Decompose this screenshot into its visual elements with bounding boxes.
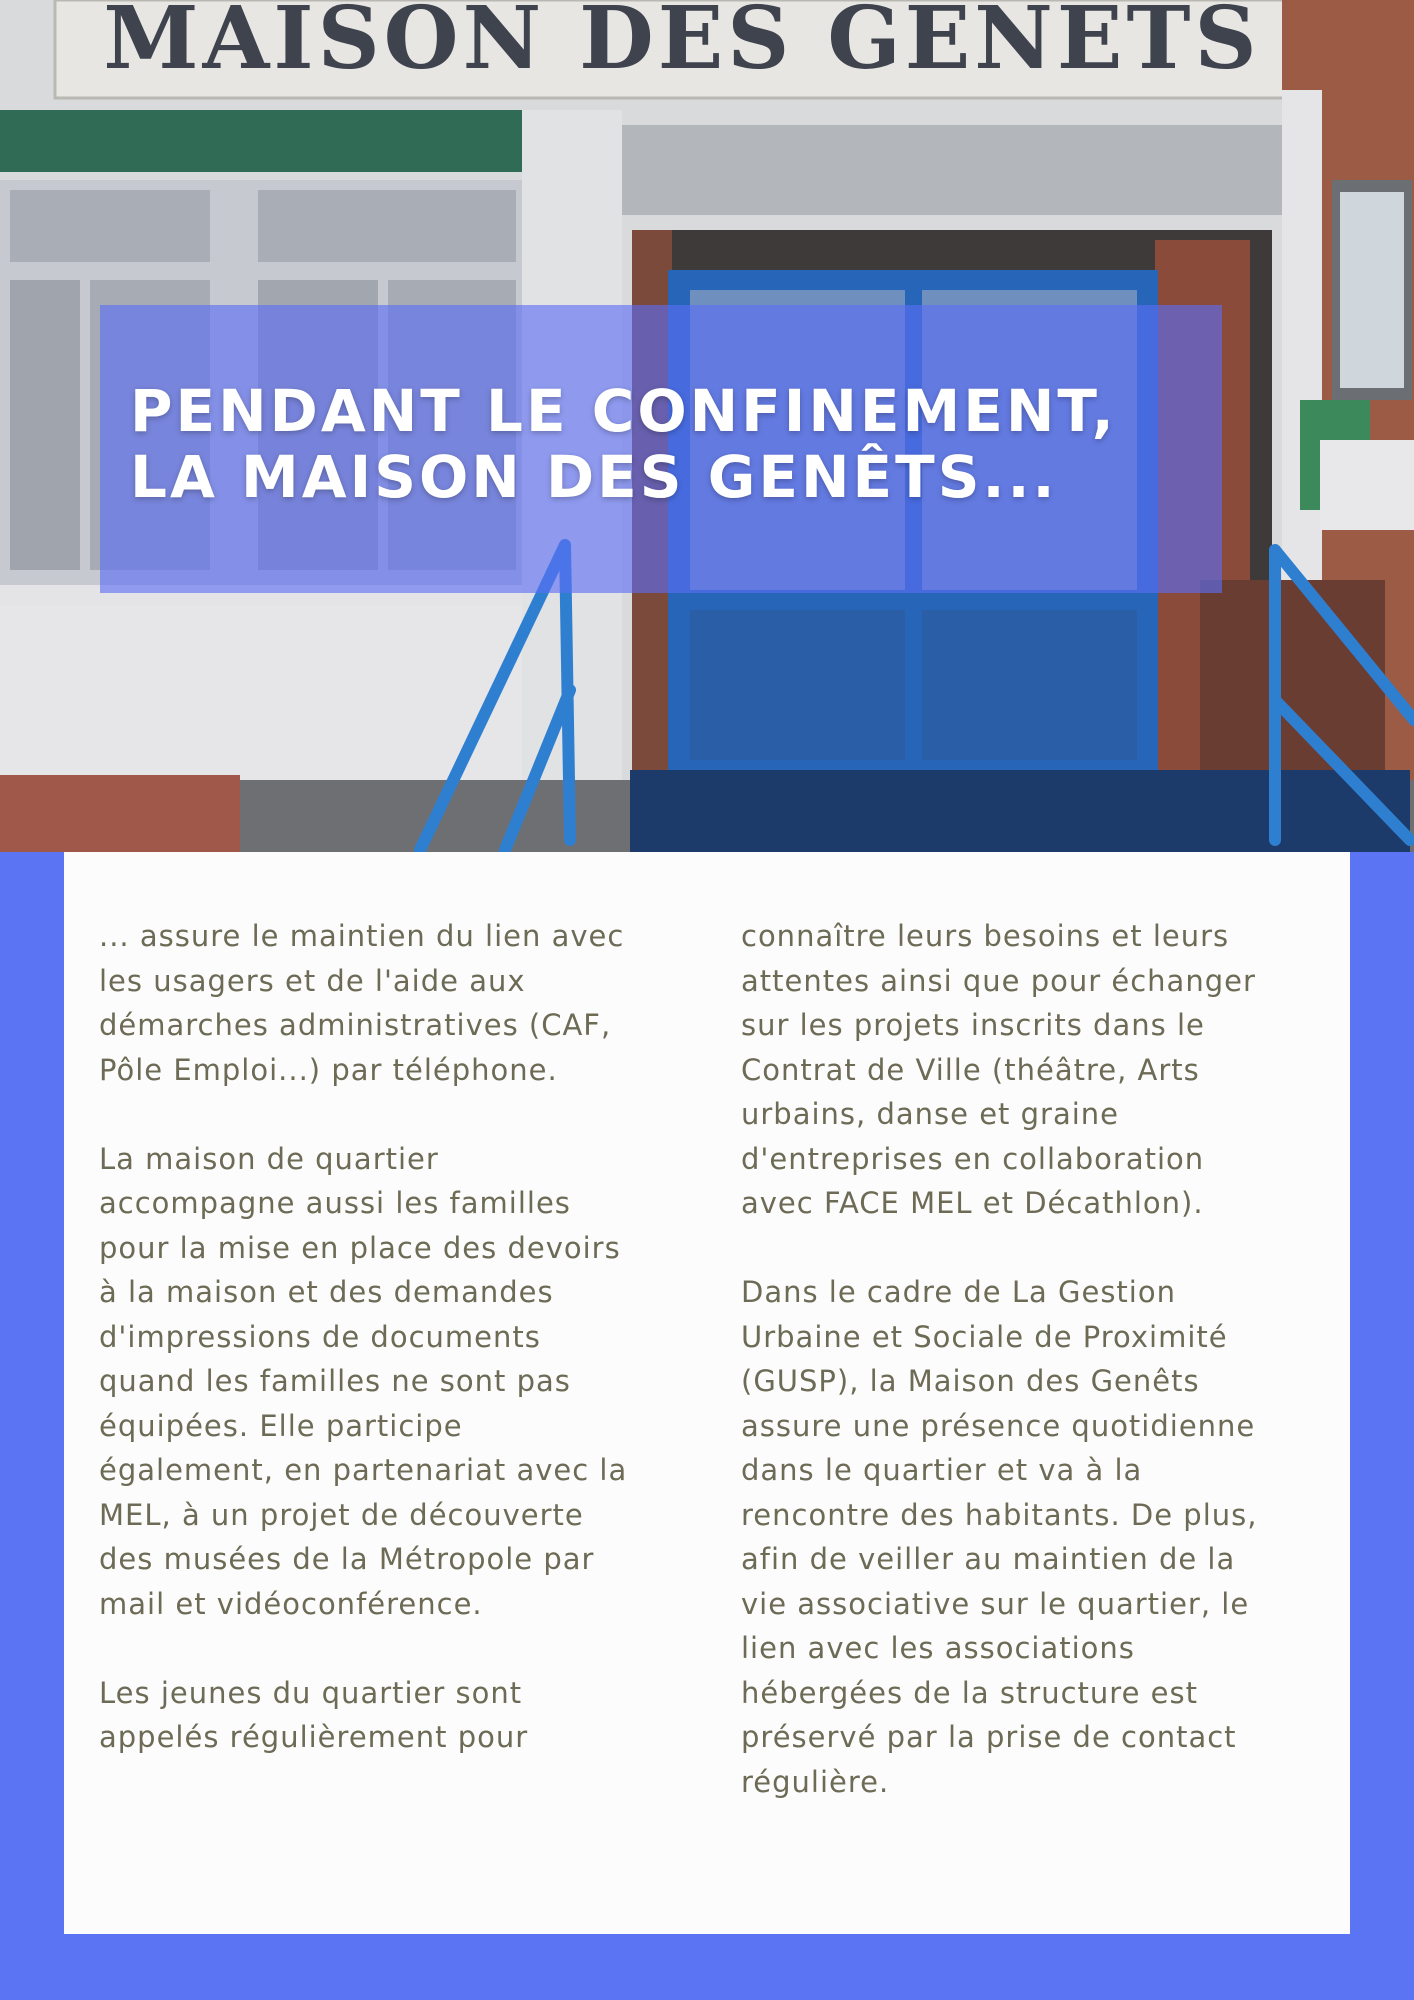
text-line: Les jeunes du quartier sont [99,1675,523,1710]
text-line: mail et vidéoconférence. [99,1586,483,1621]
text-line: dans le quartier et va à la [741,1453,1143,1487]
text-line: (GUSP), la Maison des Genêts [741,1364,1200,1398]
text-line: connaître leurs besoins et leurs [741,919,1230,953]
content-panel [64,852,1350,1934]
paragraph-gusp [741,1270,1321,1804]
text-line: ... assure le maintien du lien avec [99,919,625,953]
text-line: Dans le cadre de La Gestion [741,1275,1176,1309]
text-line: à la maison et des demandes [99,1275,554,1309]
text-line: des musées de la Métropole par [99,1542,595,1576]
text-line: démarches administratives (CAF, [99,1008,612,1042]
text-line: Pôle Emploi...) par téléphone. [99,1052,558,1087]
paragraph-contact [99,914,679,1092]
text-line: également, en partenariat avec la [99,1453,628,1487]
text-line: les usagers et de l'aide aux [99,963,526,998]
text-line: pour la mise en place des devoirs [99,1230,621,1265]
text-line: équipées. Elle participe [99,1408,463,1443]
paragraph-youth [99,1671,679,1760]
text-line: MEL, à un projet de découverte [99,1497,584,1532]
text-line: vie associative sur le quartier, le [741,1586,1250,1621]
text-line: La maison de quartier [99,1141,439,1176]
paragraph-youth-continued [741,914,1321,1226]
text-line: préservé par la prise de contact [741,1720,1237,1754]
left-column [99,914,679,1804]
text-line: Contrat de Ville (théâtre, Arts [741,1052,1200,1087]
text-line: assure une présence quotidienne [741,1408,1256,1443]
headline-line-1: PENDANT LE CONFINEMENT, [130,377,1117,445]
text-line: Urbaine et Sociale de Proximité [741,1319,1228,1354]
text-line: d'entreprises en collaboration [741,1141,1205,1176]
text-line: accompagne aussi les familles [99,1186,571,1220]
right-column [741,914,1321,1849]
text-line: hébergées de la structure est [741,1675,1198,1710]
text-line: d'impressions de documents [99,1319,541,1354]
text-line: régulière. [741,1764,890,1799]
text-line: avec FACE MEL et Décathlon). [741,1186,1204,1220]
text-line: sur les projets inscrits dans le [741,1008,1205,1042]
headline-line-2: LA MAISON DES GENÊTS... [130,443,1058,511]
text-line: quand les familles ne sont pas [99,1364,571,1398]
text-line: rencontre des habitants. De plus, [741,1497,1258,1532]
page-headline [130,378,1117,510]
paragraph-families [99,1137,679,1627]
text-line: attentes ainsi que pour échanger [741,963,1256,998]
building-sign-text: MAISON DES GENETS [103,0,1261,89]
text-line: urbains, danse et graine [741,1097,1120,1131]
text-line: lien avec les associations [741,1631,1135,1665]
text-line: afin de veiller au maintien de la [741,1542,1236,1576]
text-line: appelés régulièrement pour [99,1720,529,1754]
